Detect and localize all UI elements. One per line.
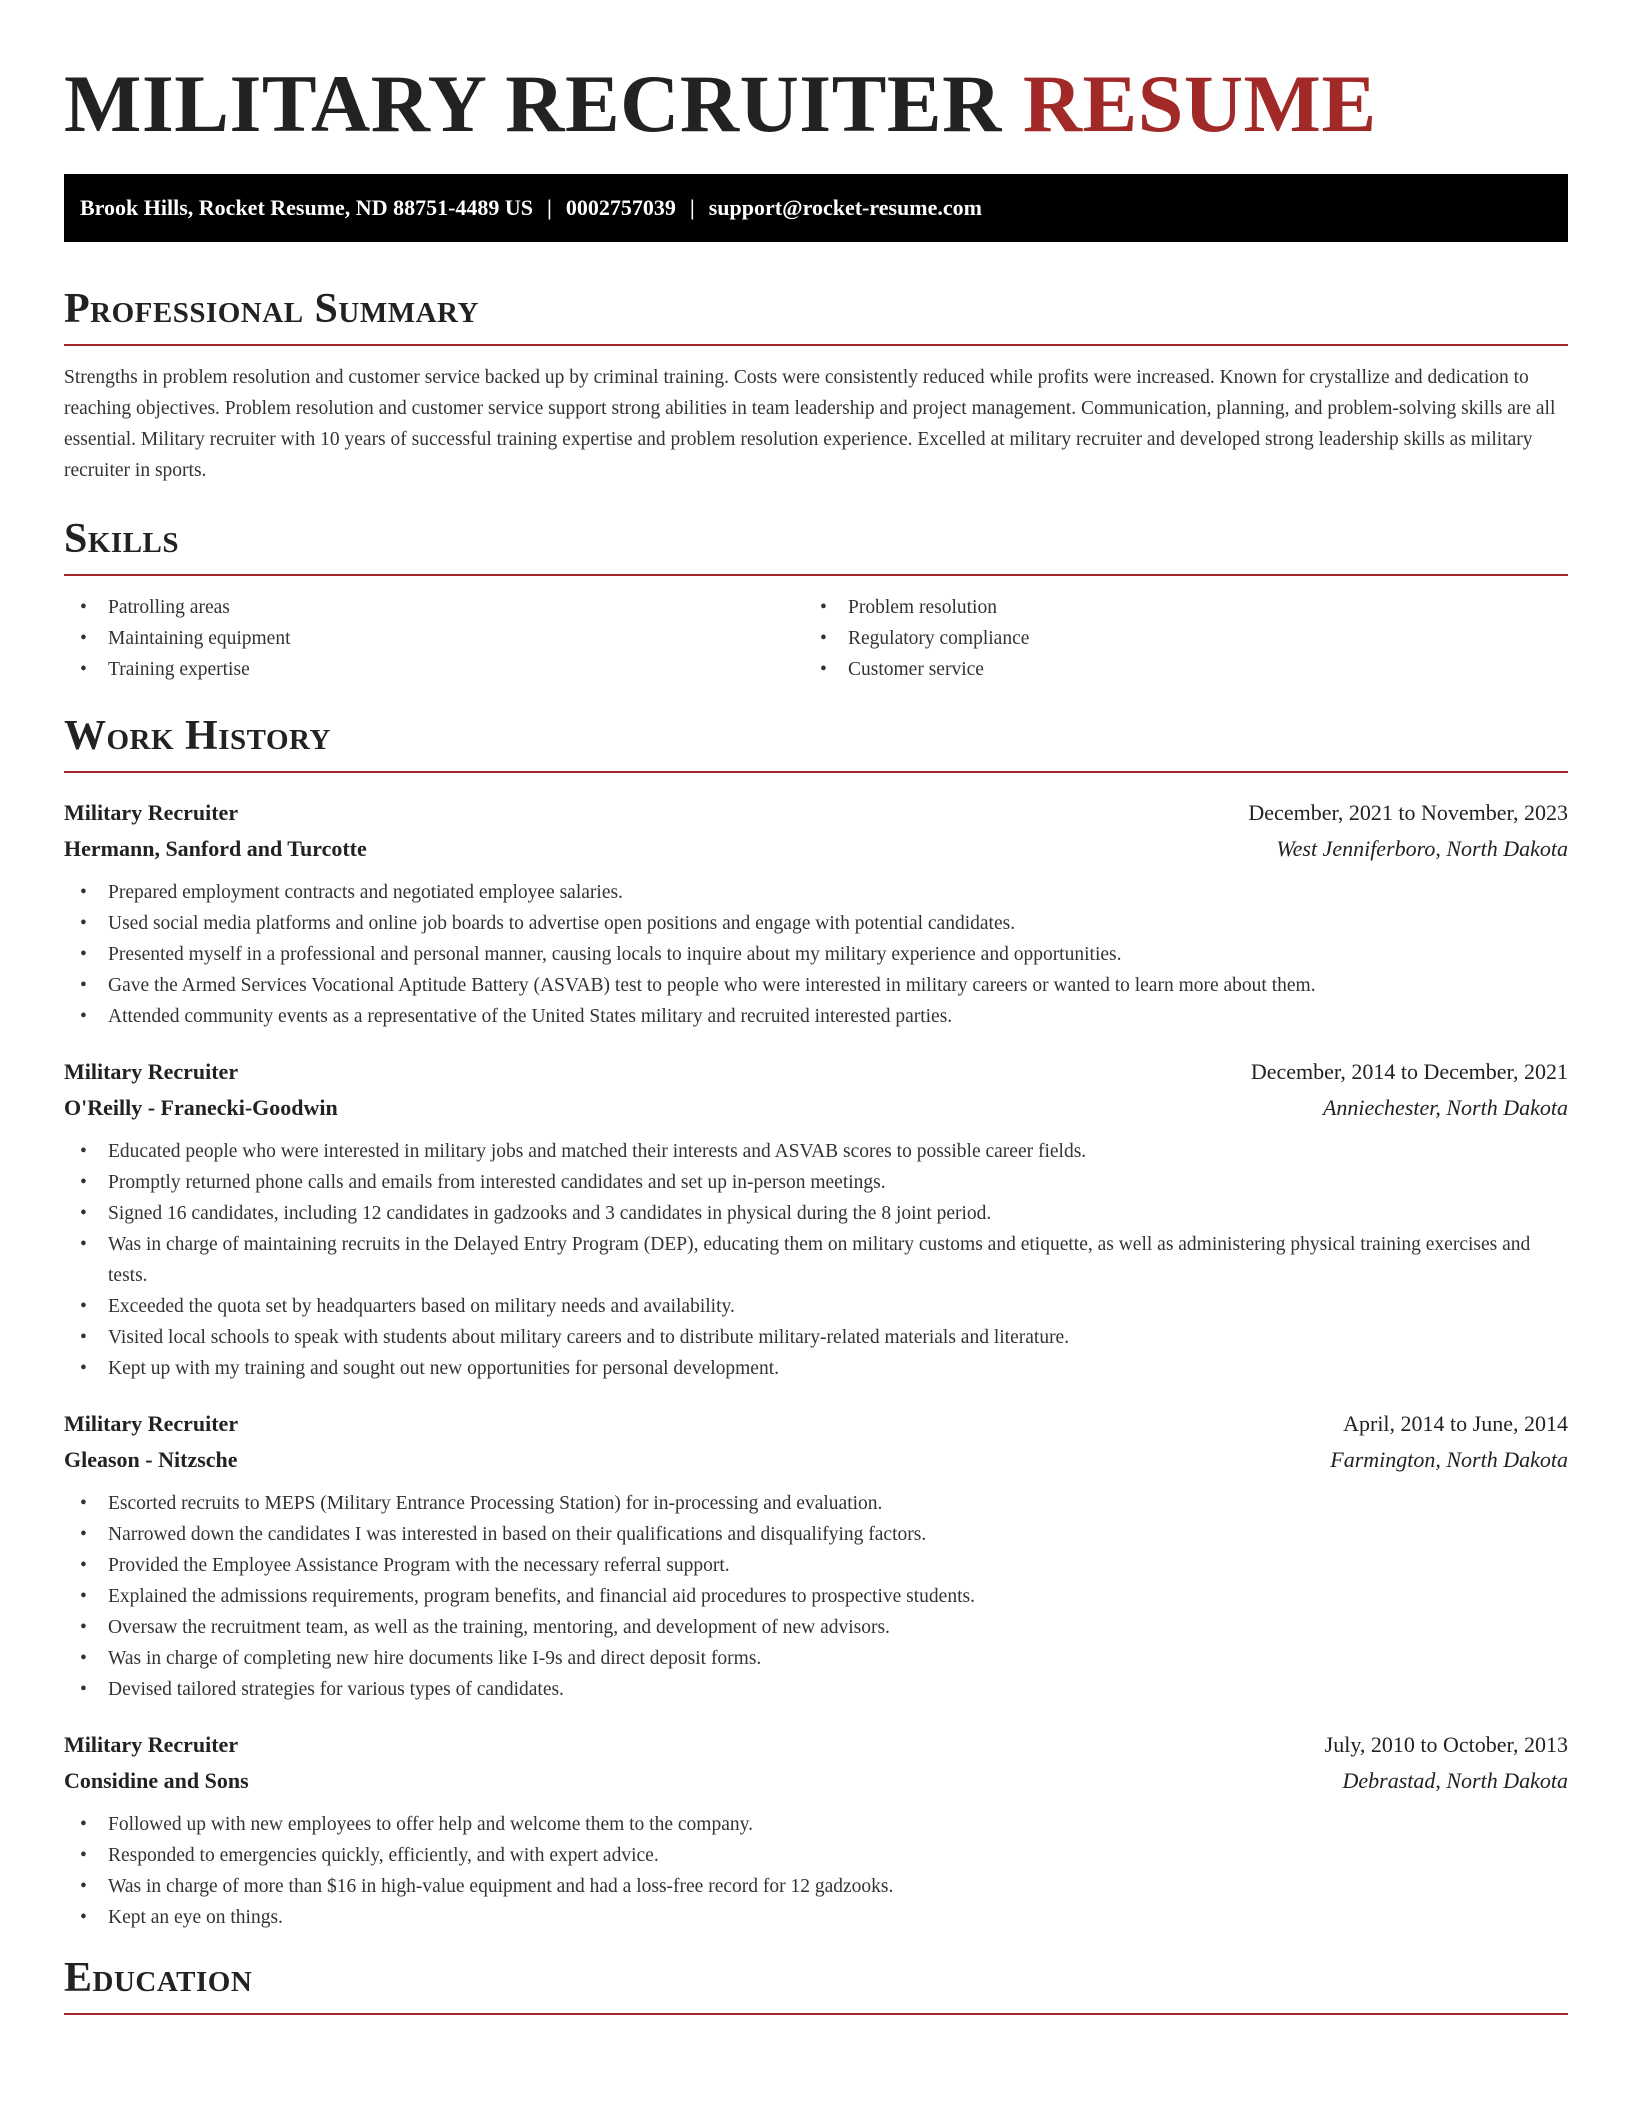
job-company-row (64, 1763, 1568, 1799)
contact-phone[interactable]: 0002757039 (565, 195, 676, 220)
job-header-row (64, 1054, 1568, 1090)
job-dates: July, 2010 to October, 2013 (1324, 1732, 1568, 1757)
job-bullet: • Was in charge of more than $16 in high-value equipment and had a loss-free record for 12 gadzooks. (64, 1871, 1568, 1902)
skills-list-left (64, 592, 804, 685)
section-divider (64, 771, 1568, 773)
work-history-section (64, 711, 1568, 1933)
summary-text: Strengths in problem resolution and customer service backed up by criminal training. Costs were consistently reduced while profits were increased. Known for crystallize and dedication to reaching objectives. Problem resolution and customer service support strong abilities in team leadership and project management. Communication, planning, and problem-solving skills are all essential. Military recruiter with 10 years of successful training expertise and problem resolution experience. Excelled at military recruiter and developed strong leadership skills as military recruiter in sports. (64, 367, 1556, 481)
skills-section (64, 514, 1568, 685)
resume-title (64, 0, 1568, 152)
job-company: Hermann, Sanford and Turcotte (64, 836, 367, 861)
job-company: Considine and Sons (64, 1768, 249, 1793)
job-dates: December, 2021 to November, 2023 (1248, 800, 1568, 825)
job-location: Anniechester, North Dakota (1322, 1095, 1568, 1120)
work-history-heading: Work History (64, 713, 331, 759)
job-company-row (64, 831, 1568, 867)
summary-heading: Professional Summary (64, 286, 479, 332)
skill-item: • Training expertise (64, 654, 804, 685)
job-bullet: • Narrowed down the candidates I was interested in based on their qualifications and disqualifying factors. (64, 1519, 1568, 1550)
job-title: Military Recruiter (64, 1732, 239, 1757)
skill-item: • Patrolling areas (64, 592, 804, 623)
job-location: West Jenniferboro, North Dakota (1276, 836, 1568, 861)
skill-item: • Problem resolution (804, 592, 1544, 623)
skill-item: • Regulatory compliance (804, 623, 1544, 654)
job-bullets (64, 877, 1568, 1032)
job-bullets (64, 1488, 1568, 1705)
job-bullet: • Kept up with my training and sought out new opportunities for personal development. (64, 1353, 1568, 1384)
job-bullet: • Gave the Armed Services Vocational Aptitude Battery (ASVAB) test to people who were interested in military careers or wanted to learn more about them. (64, 970, 1568, 1001)
job-bullet: • Presented myself in a professional and personal manner, causing locals to inquire about my military experience and opportunities. (64, 939, 1568, 970)
job-header-row (64, 1406, 1568, 1442)
job-header-row (64, 795, 1568, 831)
skill-item: • Customer service (804, 654, 1544, 685)
job-dates: December, 2014 to December, 2021 (1250, 1059, 1568, 1084)
contact-address: Brook Hills, Rocket Resume, ND 88751-4489 US (80, 195, 534, 220)
job-bullet: • Followed up with new employees to offer help and welcome them to the company. (64, 1809, 1568, 1840)
job-bullet: • Exceeded the quota set by headquarters based on military needs and availability. (64, 1291, 1568, 1322)
skills-heading: Skills (64, 516, 180, 562)
contact-separator: | (689, 195, 695, 220)
job-bullet: • Kept an eye on things. (64, 1902, 1568, 1933)
job-bullet: • Was in charge of completing new hire documents like I-9s and direct deposit forms. (64, 1643, 1568, 1674)
education-section (64, 1953, 1568, 2015)
job-bullet: • Responded to emergencies quickly, efficiently, and with expert advice. (64, 1840, 1568, 1871)
job-bullet: • Was in charge of maintaining recruits in the Delayed Entry Program (DEP), educating them on military customs and etiquette, as well as administering physical training exercises and tests. (64, 1229, 1568, 1291)
job-bullets (64, 1809, 1568, 1933)
job-bullet: • Educated people who were interested in military jobs and matched their interests and ASVAB scores to possible career fields. (64, 1136, 1568, 1167)
job-bullet: • Provided the Employee Assistance Program with the necessary referral support. (64, 1550, 1568, 1581)
job-dates: April, 2014 to June, 2014 (1343, 1411, 1568, 1436)
job-company: Gleason - Nitzsche (64, 1447, 238, 1472)
job-title: Military Recruiter (64, 1059, 239, 1084)
job-bullet: • Signed 16 candidates, including 12 candidates in gadzooks and 3 candidates in physical during the 8 joint period. (64, 1198, 1568, 1229)
contact-bar (64, 174, 1568, 242)
job-title: Military Recruiter (64, 1411, 239, 1436)
job-entry (64, 1054, 1568, 1384)
job-entry (64, 1406, 1568, 1705)
job-company-row (64, 1442, 1568, 1478)
job-location: Debrastad, North Dakota (1342, 1768, 1568, 1793)
job-bullet: • Explained the admissions requirements, program benefits, and financial aid procedures to prospective students. (64, 1581, 1568, 1612)
job-bullet: • Prepared employment contracts and negotiated employee salaries. (64, 877, 1568, 908)
skill-item: • Maintaining equipment (64, 623, 804, 654)
job-bullet: • Attended community events as a representative of the United States military and recruited interested parties. (64, 1001, 1568, 1032)
job-bullet: • Visited local schools to speak with students about military careers and to distribute military-related materials and literature. (64, 1322, 1568, 1353)
job-entry (64, 1727, 1568, 1933)
section-divider (64, 574, 1568, 576)
job-location: Farmington, North Dakota (1330, 1447, 1568, 1472)
job-company-row (64, 1090, 1568, 1126)
resume-page (64, 0, 1568, 2015)
job-bullet: • Used social media platforms and online job boards to advertise open positions and engage with potential candidates. (64, 908, 1568, 939)
job-bullet: • Promptly returned phone calls and emails from interested candidates and set up in-person meetings. (64, 1167, 1568, 1198)
job-bullet: • Devised tailored strategies for various types of candidates. (64, 1674, 1568, 1705)
job-title: Military Recruiter (64, 800, 239, 825)
contact-separator: | (547, 195, 552, 220)
section-divider (64, 344, 1568, 346)
title-accent: RESUME (1022, 58, 1377, 149)
job-company: O'Reilly - Franecki-Goodwin (64, 1095, 338, 1120)
section-divider (64, 2013, 1568, 2015)
job-bullets (64, 1136, 1568, 1384)
job-bullet: • Escorted recruits to MEPS (Military Entrance Processing Station) for in-processing and evaluation. (64, 1488, 1568, 1519)
contact-email[interactable]: support@rocket-resume.com (708, 195, 982, 220)
summary-section (64, 284, 1568, 486)
skills-list-right (804, 592, 1544, 685)
job-header-row (64, 1727, 1568, 1763)
education-heading: Education (64, 1955, 253, 2001)
job-bullet: • Oversaw the recruitment team, as well as the training, mentoring, and development of new advisors. (64, 1612, 1568, 1643)
job-entry (64, 795, 1568, 1032)
title-main: MILITARY RECRUITER (64, 58, 1002, 149)
skills-columns (64, 592, 1568, 685)
